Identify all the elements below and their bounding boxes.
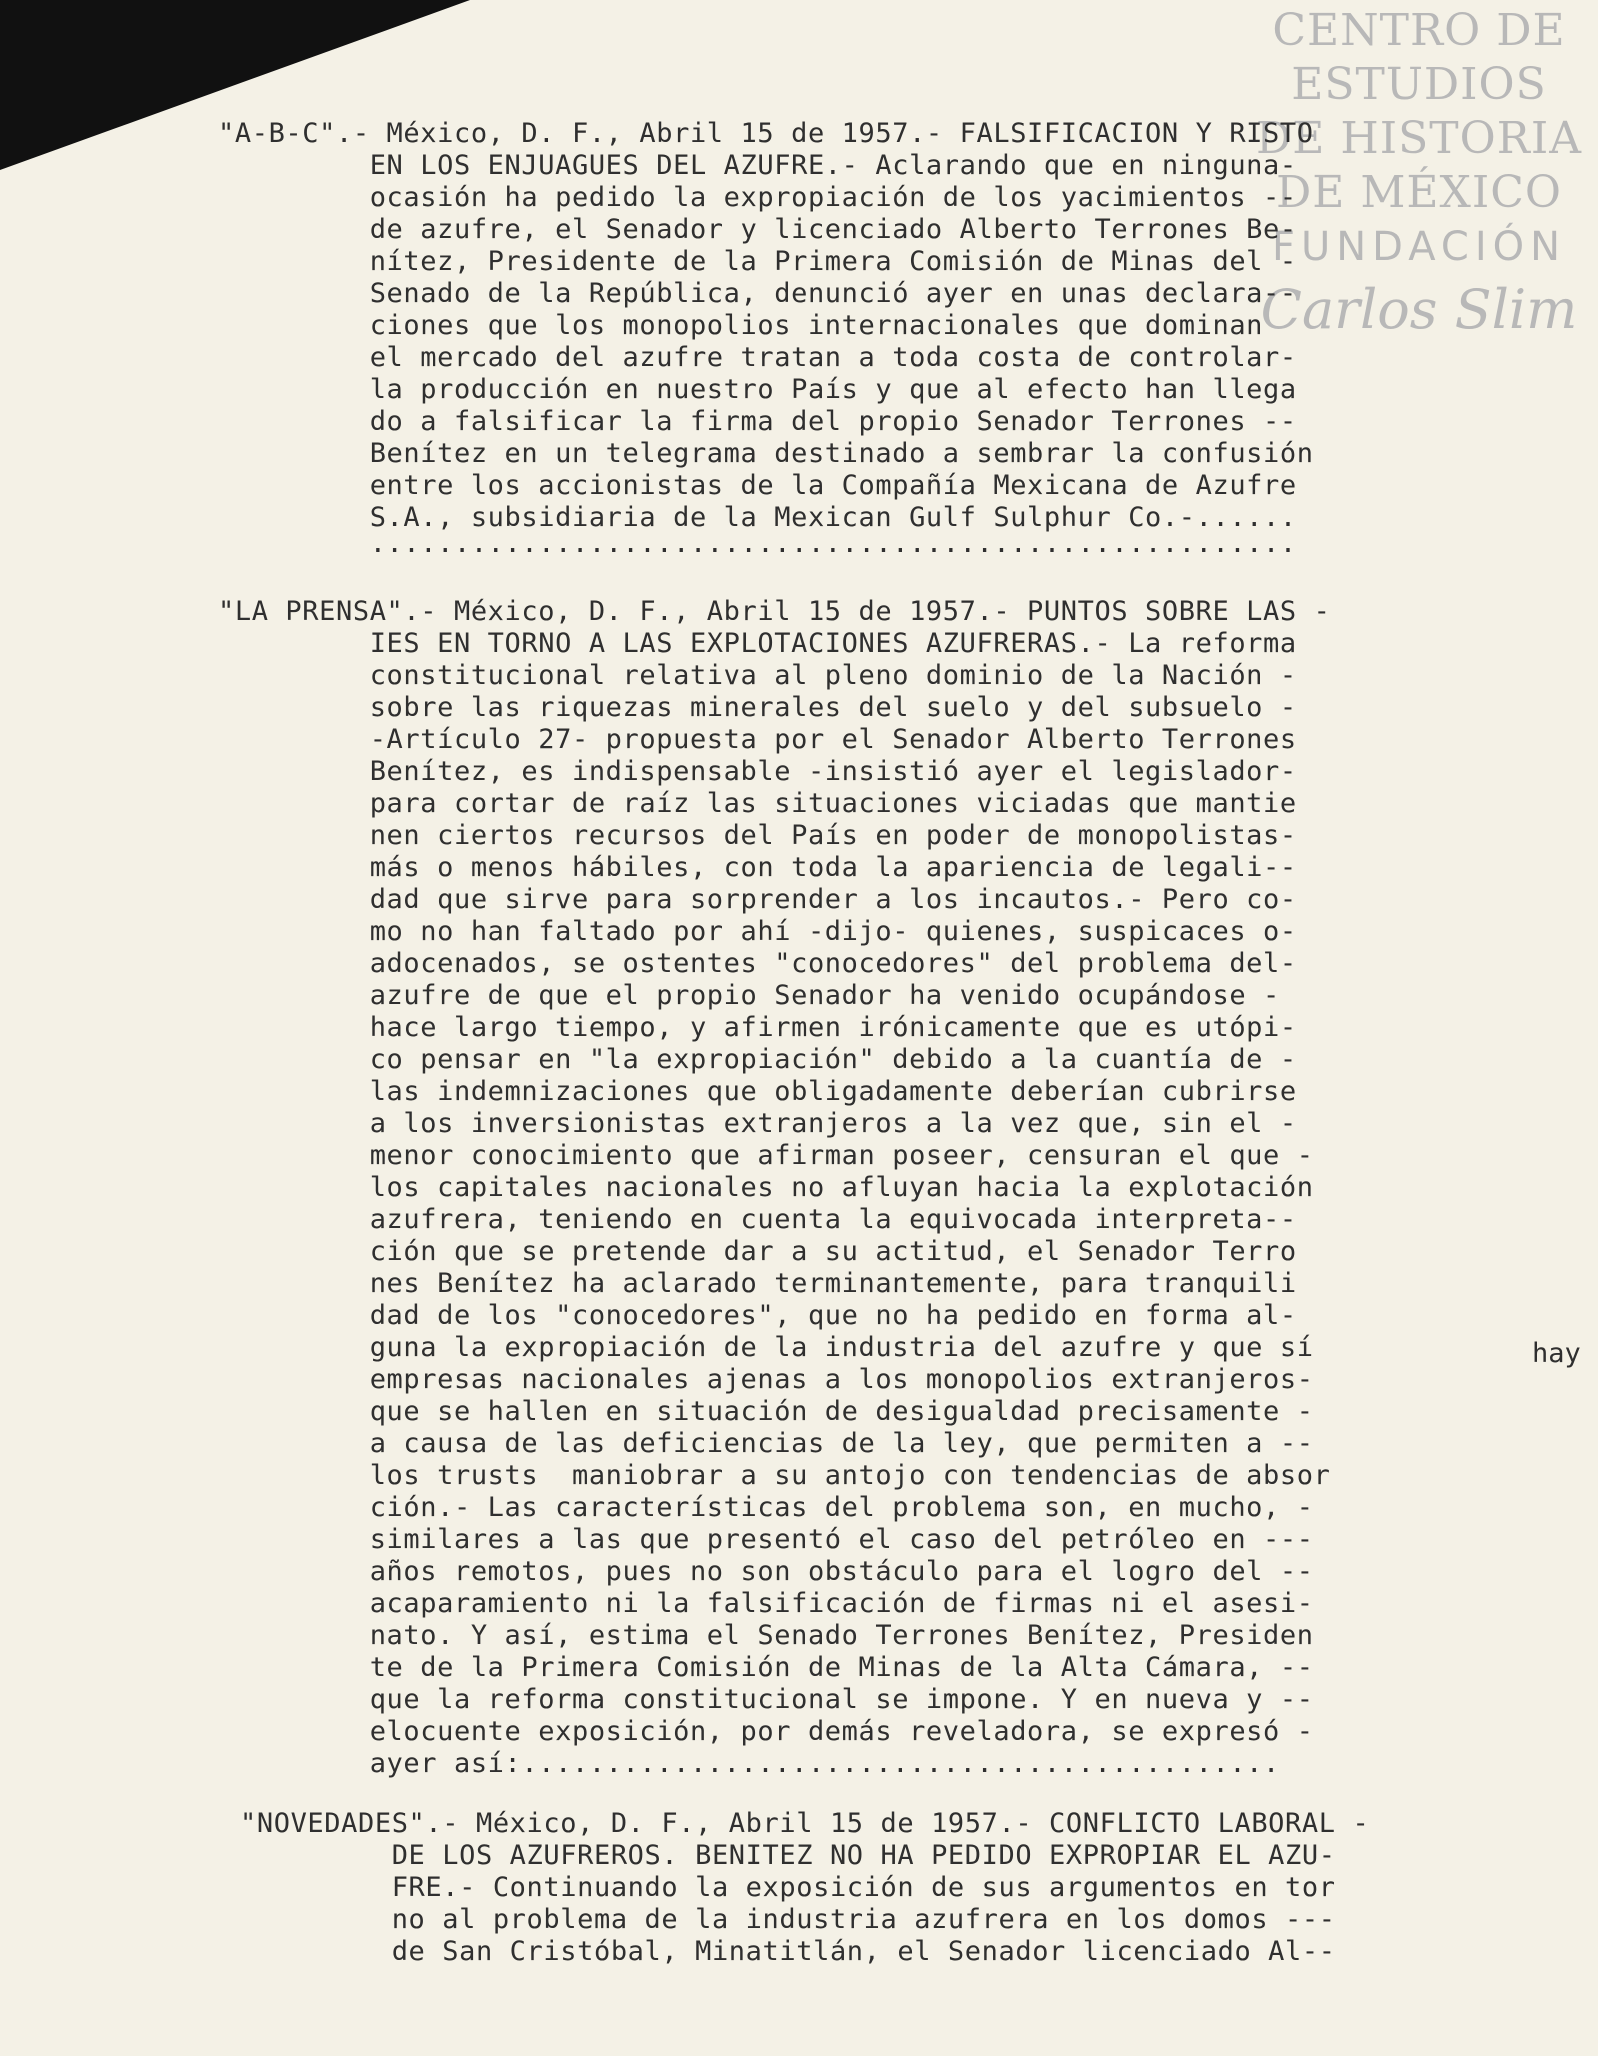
text-line: te de la Primera Comisión de Minas de la Alta Cámara, -- [218, 1652, 1314, 1683]
text-line: "A-B-C".- México, D. F., Abril 15 de 1957.- FALSIFICACION Y RISTO [218, 118, 1314, 149]
text-line: do a falsificar la firma del propio Senador Terrones -- [218, 406, 1297, 437]
text-line: no al problema de la industria azufrera en los domos --- [240, 1904, 1336, 1935]
text-line: dad que sirve para sorprender a los incautos.- Pero co- [218, 884, 1297, 915]
text-line: co pensar en "la expropiación" debido a la cuantía de - [218, 1044, 1297, 1075]
text-line: "LA PRENSA".- México, D. F., Abril 15 de 1957.- PUNTOS SOBRE LAS - [218, 596, 1331, 627]
text-line: el mercado del azufre tratan a toda costa de controlar- [218, 342, 1297, 373]
text-line: que la reforma constitucional se impone. Y en nueva y -- [218, 1684, 1314, 1715]
text-line: nes Benítez ha aclarado terminantemente, para tranquili [218, 1268, 1297, 1299]
text-line: dad de los "conocedores", que no ha pedido en forma al- [218, 1300, 1297, 1331]
watermark-line: ESTUDIOS [1291, 59, 1547, 110]
text-line: DE LOS AZUFREROS. BENITEZ NO HA PEDIDO EXPROPIAR EL AZU- [240, 1840, 1336, 1871]
news-entry-novedades [240, 1808, 1369, 1968]
text-line: Benítez en un telegrama destinado a sembrar la confusión [218, 438, 1314, 469]
overflow-word: hay [1532, 1338, 1581, 1369]
text-line: la producción en nuestro País y que al efecto han llega [218, 374, 1297, 405]
text-line: ción que se pretende dar a su actitud, el Senador Terro [218, 1236, 1297, 1267]
text-line: empresas nacionales ajenas a los monopolios extranjeros- [218, 1364, 1314, 1395]
text-line: acaparamiento ni la falsificación de firmas ni el asesi- [218, 1588, 1314, 1619]
text-line: nítez, Presidente de la Primera Comisión de Minas del - [218, 246, 1297, 277]
text-line: IES EN TORNO A LAS EXPLOTACIONES AZUFRERAS.- La reforma [218, 628, 1297, 659]
text-line: los capitales nacionales no afluyan hacia la explotación [218, 1172, 1314, 1203]
text-line: adocenados, se ostentes "conocedores" del problema del- [218, 948, 1297, 979]
text-line: -Artículo 27- propuesta por el Senador Alberto Terrones [218, 724, 1297, 755]
text-line: ayer así:............................................. [218, 1748, 1280, 1779]
watermark-line: DE MÉXICO [1276, 167, 1562, 218]
text-line: "NOVEDADES".- México, D. F., Abril 15 de 1957.- CONFLICTO LABORAL - [240, 1808, 1370, 1839]
text-line: años remotos, pues no son obstáculo para el logro del -- [218, 1556, 1314, 1587]
text-line: constitucional relativa al pleno dominio de la Nación - [218, 660, 1297, 691]
text-line: ocasión ha pedido la expropiación de los yacimientos -- [218, 182, 1297, 213]
text-line: elocuente exposición, por demás reveladora, se expresó - [218, 1716, 1314, 1747]
news-entry-abc [218, 118, 1314, 558]
text-line: entre los accionistas de la Compañía Mexicana de Azufre [218, 470, 1297, 501]
text-line: similares a las que presentó el caso del petróleo en --- [218, 1524, 1314, 1555]
text-line: ciones que los monopolios internacionales que dominan [218, 310, 1264, 341]
watermark-line: CENTRO DE [1272, 5, 1566, 56]
dotted-separator: ....................................................... [218, 528, 1297, 559]
text-line: más o menos hábiles, con toda la apariencia de legali-- [218, 852, 1297, 883]
watermark-line: DE HISTORIA [1256, 113, 1582, 164]
text-line: los trusts maniobrar a su antojo con tendencias de absor [218, 1460, 1331, 1491]
text-line: mo no han faltado por ahí -dijo- quienes, suspicaces o- [218, 916, 1297, 947]
text-line: azufrera, teniendo en cuenta la equivocada interpreta-- [218, 1204, 1297, 1235]
text-line: las indemnizaciones que obligadamente deberían cubrirse [218, 1076, 1297, 1107]
text-line: EN LOS ENJUAGUES DEL AZUFRE.- Aclarando que en ninguna- [218, 150, 1297, 181]
text-line: sobre las riquezas minerales del suelo y del subsuelo - [218, 692, 1297, 723]
news-entry-la-prensa [218, 596, 1330, 1780]
text-line: que se hallen en situación de desigualdad precisamente - [218, 1396, 1314, 1427]
text-line: Benítez, es indispensable -insistió ayer el legislador- [218, 756, 1297, 787]
text-line: nato. Y así, estima el Senado Terrones Benítez, Presiden [218, 1620, 1314, 1651]
text-line: de azufre, el Senador y licenciado Alberto Terrones Be- [218, 214, 1297, 245]
text-line: de San Cristóbal, Minatitlán, el Senador licenciado Al-- [240, 1936, 1336, 1967]
text-line: guna la expropiación de la industria del azufre y que sí [218, 1332, 1314, 1363]
text-line: a los inversionistas extranjeros a la vez que, sin el - [218, 1108, 1297, 1139]
text-line: a causa de las deficiencias de la ley, que permiten a -- [218, 1428, 1314, 1459]
text-line: nen ciertos recursos del País en poder de monopolistas- [218, 820, 1297, 851]
text-line: menor conocimiento que afirman poseer, censuran el que - [218, 1140, 1314, 1171]
text-line: para cortar de raíz las situaciones viciadas que mantie [218, 788, 1297, 819]
watermark-signature: Carlos Slim [1260, 278, 1578, 341]
text-line: Senado de la República, denunció ayer en unas declara-- [218, 278, 1297, 309]
text-line: hace largo tiempo, y afirmen irónicamente que es utópi- [218, 1012, 1297, 1043]
text-line: ción.- Las características del problema son, en mucho, - [218, 1492, 1314, 1523]
text-line: azufre de que el propio Senador ha venido ocupándose - [218, 980, 1280, 1011]
text-line: S.A., subsidiaria de la Mexican Gulf Sulphur Co.-...... [218, 502, 1297, 533]
text-line: FRE.- Continuando la exposición de sus argumentos en tor [240, 1872, 1336, 1903]
watermark-line: FUNDACIÓN [1271, 224, 1567, 270]
